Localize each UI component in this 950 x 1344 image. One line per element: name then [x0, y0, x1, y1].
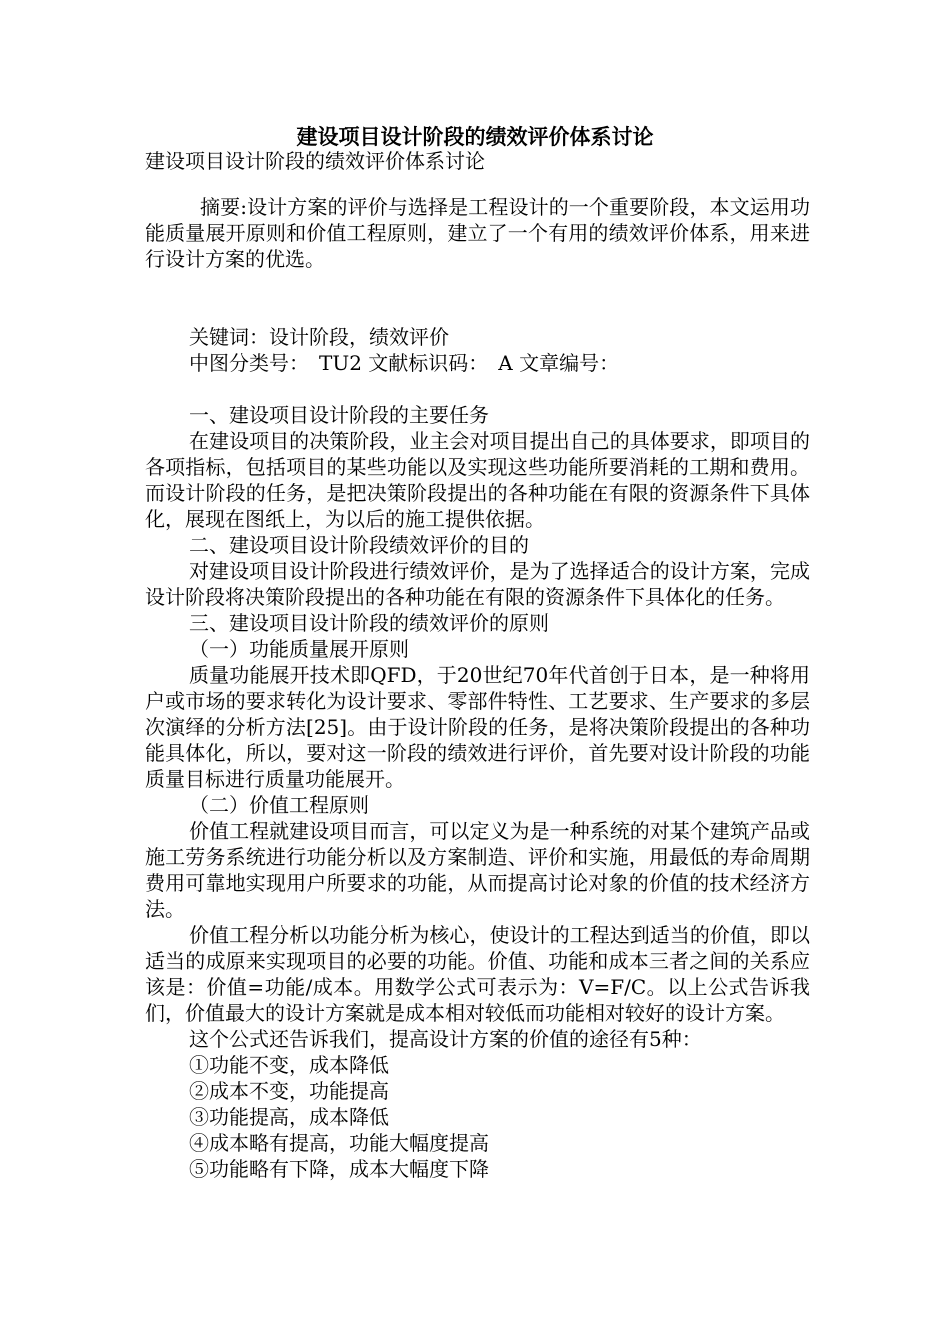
subsection-1-paragraph: 质量功能展开技术即QFD，于20世纪70年代首创于日本，是一种将用户或市场的要求转化为设计要求、零部件特性、工艺要求、生产要求的多层次演绎的分析方法[25]。由于设计阶段的任务，是将决策阶段提出的各种功能具体化，所以，要对这一阶段的绩效进行评价，首先要对设计阶段的功能质量目标进行质量功能展开。 — [145, 663, 810, 791]
spacer — [145, 376, 810, 402]
subsection-2-paragraph-1: 价值工程就建设项目而言，可以定义为是一种系统的对某个建筑产品或施工劳务系统进行功能分析以及方案制造、评价和实施，用最低的寿命周期费用可靠地实现用户所要求的功能，从而提高讨论对象的价值的技术经济方法。 — [145, 819, 810, 921]
section-2-heading: 二、建设项目设计阶段绩效评价的目的 — [189, 533, 529, 557]
section-1-paragraph: 在建设项目的决策阶段，业主会对项目提出自己的具体要求，即项目的各项指标，包括项目的某些功能以及实现这些功能所要消耗的工期和费用。而设计阶段的任务，是把决策阶段提出的各种功能在有限的资源条件下具体化，展现在图纸上，为以后的施工提供依据。 — [145, 429, 810, 531]
classification-line: 中图分类号： TU2 文献标识码： A 文章编号： — [189, 351, 620, 375]
document-body — [145, 148, 810, 1182]
subsection-2-paragraph-3: 这个公式还告诉我们，提高设计方案的价值的途径有5种： — [189, 1027, 702, 1051]
document-title: 建设项目设计阶段的绩效评价体系讨论 — [296, 124, 654, 149]
abstract-paragraph: 摘要:设计方案的评价与选择是工程设计的一个重要阶段，本文运用功能质量展开原则和价值工程原则，建立了一个有用的绩效评价体系，用来进行设计方案的优选。 — [145, 195, 810, 271]
list-item: ③功能提高，成本降低 — [189, 1105, 389, 1129]
subsection-2-heading: （二）价值工程原则 — [189, 793, 369, 817]
list-item: ④成本略有提高，功能大幅度提高 — [189, 1131, 489, 1155]
list-item: ②成本不变，功能提高 — [189, 1079, 389, 1103]
list-item: ①功能不变，成本降低 — [189, 1053, 389, 1077]
spacer — [145, 174, 810, 194]
section-2-paragraph: 对建设项目设计阶段进行绩效评价，是为了选择适合的设计方案，完成设计阶段将决策阶段提出的各种功能在有限的资源条件下具体化的任务。 — [145, 559, 810, 609]
spacer — [145, 272, 810, 324]
document-subtitle: 建设项目设计阶段的绩效评价体系讨论 — [145, 149, 485, 173]
list-item: ⑤功能略有下降，成本大幅度下降 — [189, 1157, 489, 1181]
subsection-2-paragraph-2: 价值工程分析以功能分析为核心，使设计的工程达到适当的价值，即以适当的成原来实现项目的必要的功能。价值、功能和成本三者之间的关系应该是：价值=功能/成本。用数学公式可表示为：V=F/C。以上公式告诉我们，价值最大的设计方案就是成本相对较低而功能相对较好的设计方案。 — [145, 923, 810, 1025]
subsection-1-heading: （一）功能质量展开原则 — [189, 637, 409, 661]
section-3-heading: 三、建设项目设计阶段的绩效评价的原则 — [189, 611, 549, 635]
keywords-line: 关键词：设计阶段，绩效评价 — [189, 325, 449, 349]
section-1-heading: 一、建设项目设计阶段的主要任务 — [189, 403, 489, 427]
